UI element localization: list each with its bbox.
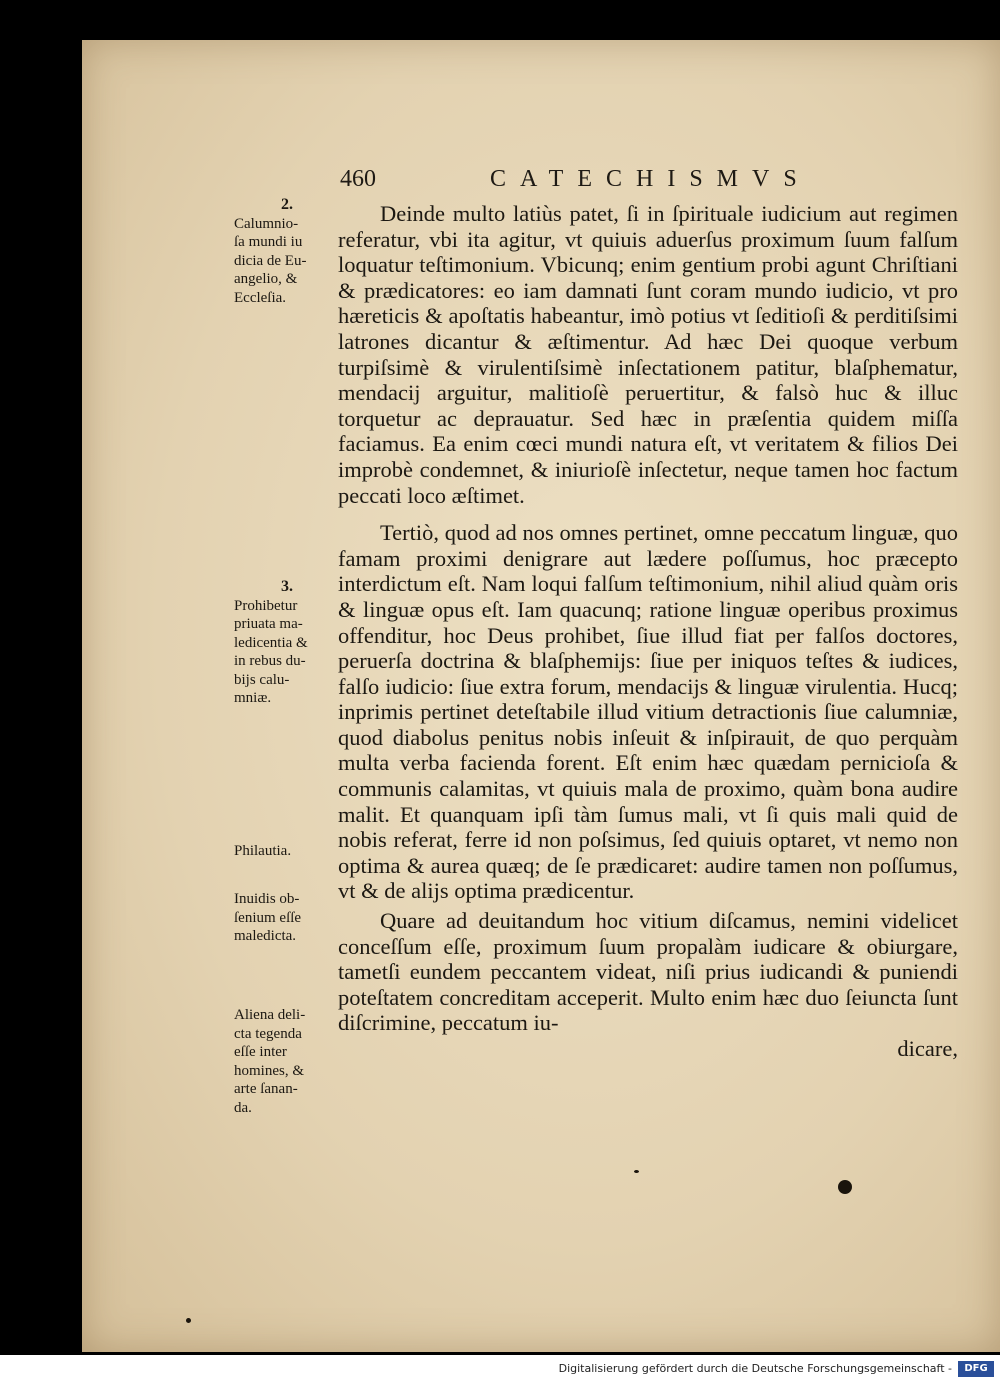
margin-note-line: in rebus du-	[234, 653, 306, 669]
margin-note-line: mniæ.	[234, 690, 272, 706]
margin-note-line: cta tegenda	[234, 1025, 302, 1042]
main-text	[338, 201, 958, 1062]
margin-note-line: Calumnio-	[234, 215, 299, 232]
footer-bar	[0, 1355, 1000, 1384]
margin-note-line: bijs calu-	[234, 671, 290, 688]
margin-note-line: Eccleſia.	[234, 289, 287, 306]
dfg-logo-icon: DFG	[958, 1361, 994, 1377]
margin-note-1	[234, 196, 340, 307]
margin-note-line: Inuidis ob-	[234, 891, 300, 907]
margin-note-number: 2.	[281, 196, 293, 213]
margin-note-line: ledicentia &	[234, 634, 308, 651]
margin-note-line: ſenium eſſe	[234, 909, 302, 926]
catchword: dicare,	[897, 1036, 958, 1061]
margin-note-line: maledicta.	[234, 928, 297, 944]
ink-spot	[634, 1170, 639, 1173]
margin-note-line: ſa mundi iu	[234, 234, 303, 250]
margin-note-line: Philautia.	[234, 843, 292, 859]
paragraph: Tertiò, quod ad nos omnes pertinet, omne peccatum linguæ, quo famam proximi denigrare aut lædere poſſumus, hoc præcepto interdictum eſt. Nam loqui falſum teſtimonium, nihil aliud quàm oris & linguæ opus eſt. Iam quacunq; ratione linguæ operibus proximus offenditur, hoc Deus prohibet, ſiue illud fiat per falſos doctores, peruerſa doctrina & blaſphemijs: ſiue per iniquos teſtes & iudices, falſo iudicio: ſiue extra forum, mendacijs & linguæ virulentia. Hucq; inprimis pertinet deteſtabile illud vitium detractionis ſiue calumniæ, quod diabolus penitus nobis inſeuit & inſpirauit, de quo perquàm multa verba facienda forent. Eſt enim hæc quædam pernicioſa & communis calamitas, vt quiuis mala de proximo, quàm bona audire malit. Et quanquam ipſi tàm ſumus mali, vt ſi quis mali quid de nobis referat, ferre id non poſsimus, ſed quiuis optaret, vt nemo non optima & aurea quæq; de ſe prædicaret: audire tamen non poſſumus, vt & de alijs optima prædicentur.	[338, 520, 958, 904]
running-title: CATECHISMVS	[490, 166, 811, 192]
ink-spot	[186, 1318, 191, 1323]
margin-note-line: dicia de Eu-	[234, 252, 307, 269]
margin-note-number: 3.	[281, 578, 293, 595]
margin-note-line: arte ſanan-	[234, 1081, 298, 1097]
margin-note-5	[234, 1006, 340, 1117]
margin-note-line: priuata ma-	[234, 616, 303, 632]
margin-note-line: eſſe inter	[234, 1044, 287, 1060]
margin-note-line: Aliena deli-	[234, 1007, 306, 1023]
paragraph: Deinde multo latiùs patet, ſi in ſpirituale iudicium aut regimen referatur, vbi ita agitur, vt quiuis aduerſus proximum ſuum falſum loquatur teſtimonium. Vbicunq; enim gentium probi agunt Chriſtiani & prædicatores: eo iam damnati ſunt coram mundo iudicio, vt pro hæreticis & apoſtatis habeantur, imò potius vt ſeditioſi & perditiſsimi latrones dicantur & æſtimentur. Ad hæc Dei quoque verbum turpiſsimè & virulentiſsimè inſectationem patitur, blaſphematur, mendacij arguitur, malitioſè peruertitur, & falsò huc & illuc torquetur ac deprauatur. Sed hæc in præſentia quidem miſſa faciamus. Ea enim cœci mundi natura eſt, vt veritatem & filios Dei improbè condemnet, & iniurioſè inſectetur, neque tamen hoc factum peccati loco æſtimet.	[338, 201, 958, 508]
margin-note-line: homines, &	[234, 1062, 304, 1079]
paragraph: Quare ad deuitandum hoc vitium diſcamus, nemini videlicet conceſſum eſſe, proximum ſuum propalàm iudicare & obiurgare, tametſi eundem peccantem videat, niſi prius iudicandi & puniendi poteſtatem concreditam acceperit. Multo enim hæc duo ſeiuncta ſunt diſcrimine, peccatum iu-	[338, 908, 958, 1036]
margin-note-line: angelio, &	[234, 271, 298, 287]
footer-credit: Digitalisierung gefördert durch die Deutsche Forschungsgemeinschaft -	[558, 1362, 952, 1375]
margin-note-4	[234, 890, 340, 946]
margin-note-2	[234, 578, 340, 708]
page-number: 460	[340, 166, 376, 192]
margin-note-line: da.	[234, 1099, 252, 1116]
margin-note-3	[234, 842, 340, 861]
page-header	[340, 166, 960, 196]
margin-note-line: Prohibetur	[234, 597, 298, 614]
ink-spot	[838, 1180, 852, 1194]
